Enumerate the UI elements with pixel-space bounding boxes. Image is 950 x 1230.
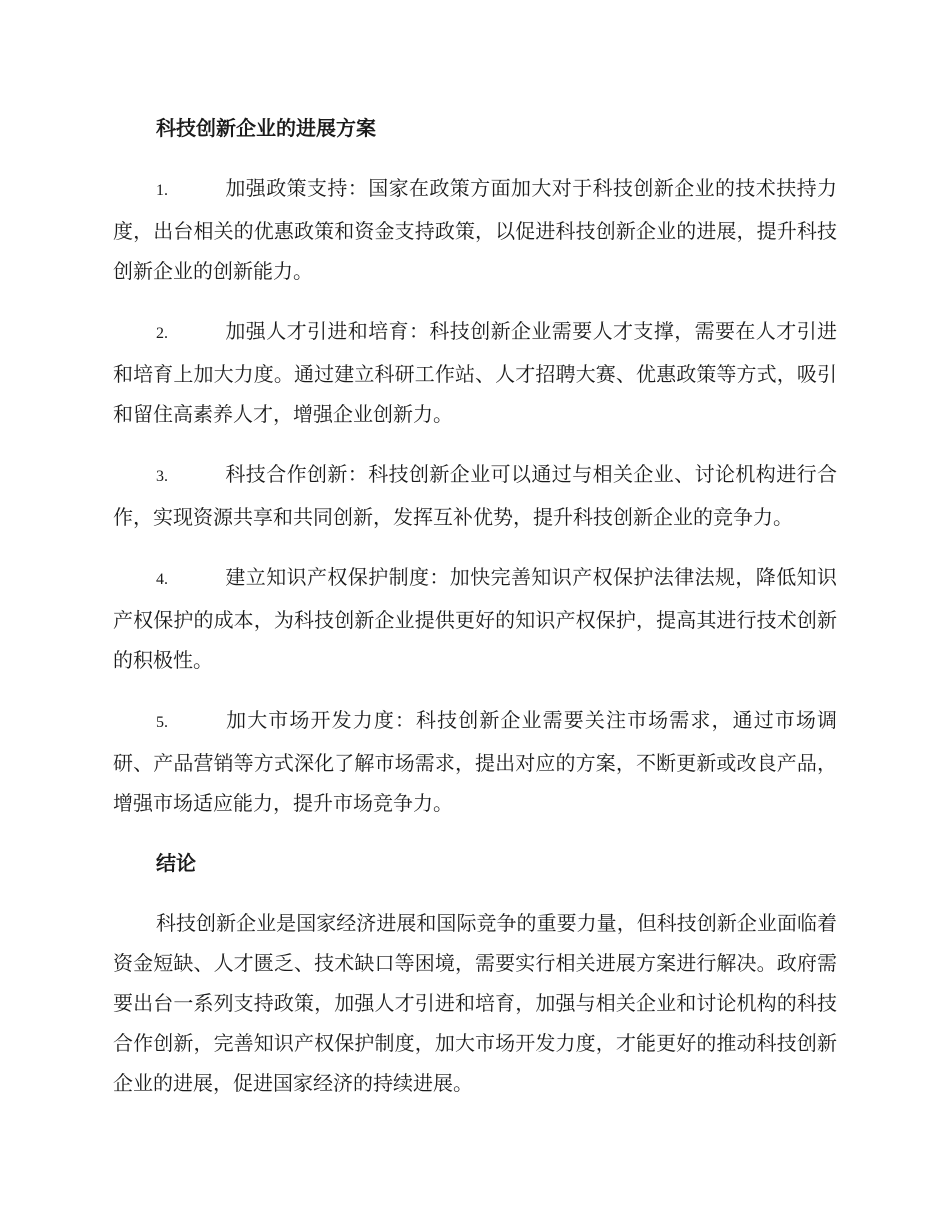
list-item [113, 454, 837, 537]
list-item [113, 168, 837, 291]
list-item-number: 1. [156, 182, 168, 199]
list-item-text: 建立知识产权保护制度：加快完善知识产权保护法律法规，降低知识产权保护的成本，为科技创新企业提供更好的知识产权保护，提高其进行技术创新的积极性。 [113, 565, 837, 672]
list-item [113, 700, 837, 823]
list-item [113, 557, 837, 680]
list-item-text: 加大市场开发力度：科技创新企业需要关注市场需求，通过市场调研、产品营销等方式深化了解市场需求，提出对应的方案，不断更新或改良产品，增强市场适应能力，提升市场竞争力。 [113, 708, 837, 815]
list-item-text: 科技合作创新：科技创新企业可以通过与相关企业、讨论机构进行合作，实现资源共享和共同创新，发挥互补优势，提升科技创新企业的竞争力。 [113, 462, 837, 529]
document-body [113, 108, 837, 1103]
list-item [113, 311, 837, 434]
section-heading: 科技创新企业的进展方案 [156, 116, 376, 140]
list-item-number: 4. [156, 571, 168, 588]
list-item-number: 2. [156, 325, 168, 342]
list-item-text: 加强政策支持：国家在政策方面加大对于科技创新企业的技术扶持力度，出台相关的优惠政策和资金支持政策，以促进科技创新企业的进展，提升科技创新企业的创新能力。 [113, 176, 837, 283]
conclusion-paragraph: 科技创新企业是国家经济进展和国际竞争的重要力量，但科技创新企业面临着资金短缺、人才匮乏、技术缺口等困境，需要实行相关进展方案进行解决。政府需要出台一系列支持政策，加强人才引进和培育，加强与相关企业和讨论机构的科技合作创新，完善知识产权保护制度，加大市场开发力度，才能更好的推动科技创新企业的进展，促进国家经济的持续进展。 [113, 911, 837, 1095]
list-item-number: 5. [156, 714, 168, 731]
conclusion-heading: 结论 [156, 851, 196, 875]
list-item-number: 3. [156, 468, 168, 485]
list-item-text: 加强人才引进和培育：科技创新企业需要人才支撑，需要在人才引进和培育上加大力度。通过建立科研工作站、人才招聘大赛、优惠政策等方式，吸引和留住高素养人才，增强企业创新力。 [113, 319, 837, 426]
